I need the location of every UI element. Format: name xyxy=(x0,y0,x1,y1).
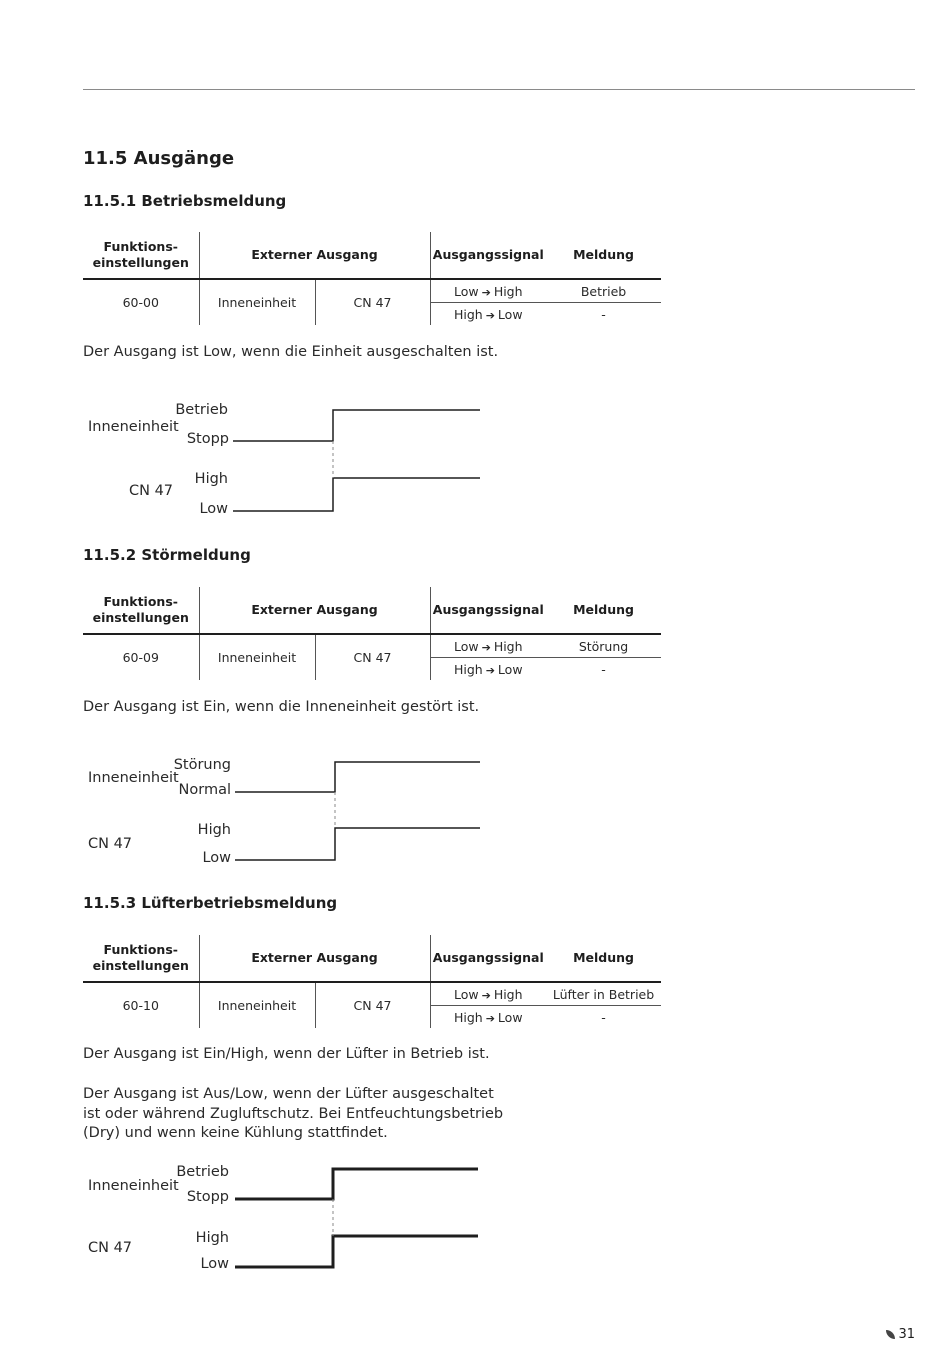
cell-signal-low-high: Low ➔ High xyxy=(430,279,546,303)
timing-diagram-stoermeldung xyxy=(83,752,503,872)
diagram-cn-label: CN 47 xyxy=(129,483,174,499)
cell-signal-high-low: High ➔ Low xyxy=(430,303,546,326)
diagram-unit-high: Betrieb xyxy=(176,1164,229,1180)
arrow-right-icon: ➔ xyxy=(481,988,491,1002)
col-externer-ausgang: Externer Ausgang xyxy=(199,935,430,982)
waveform xyxy=(83,752,503,872)
note-stoermeldung: Der Ausgang ist Ein, wenn die Inneneinheit gestört ist. xyxy=(83,699,480,715)
timing-diagram-luefterbetriebsmeldung xyxy=(83,1160,503,1282)
cell-connector: CN 47 xyxy=(315,634,430,680)
cell-signal-high-low: High ➔ Low xyxy=(430,1006,546,1029)
arrow-right-icon: ➔ xyxy=(485,1011,495,1025)
arrow-right-icon: ➔ xyxy=(481,285,491,299)
subsection-title-luefterbetriebsmeldung: 11.5.3 Lüfterbetriebsmeldung xyxy=(83,894,338,912)
page-number xyxy=(886,1327,915,1342)
cell-meldung: Störung xyxy=(546,634,661,658)
cell-meldung: - xyxy=(601,1009,606,1025)
waveform xyxy=(83,1160,503,1282)
arrow-right-icon: ➔ xyxy=(485,663,495,677)
cell-unit: Inneneinheit xyxy=(199,982,315,1028)
cell-signal-low-high: Low ➔ High xyxy=(430,634,546,658)
col-meldung: Meldung xyxy=(546,935,661,982)
col-ausgangssignal: Ausgangssignal xyxy=(430,935,546,982)
cn-signal-line xyxy=(235,1236,478,1267)
note-luefter-aus: Der Ausgang ist Aus/Low, wenn der Lüfter ausgeschaltet ist oder während Zugluftschutz. Bei Entfeuchtungsbetrieb (Dry) und wenn keine Kühlung stattfindet. xyxy=(83,1086,504,1141)
arrow-right-icon: ➔ xyxy=(485,308,495,322)
diagram-unit-low: Stopp xyxy=(186,431,229,447)
cell-connector: CN 47 xyxy=(315,982,430,1028)
cell-meldung: - xyxy=(601,306,606,322)
diagram-unit-low: Normal xyxy=(178,782,231,798)
cell-unit: Inneneinheit xyxy=(199,634,315,680)
cell-unit: Inneneinheit xyxy=(199,279,315,325)
luefterbetriebsmeldung-table xyxy=(83,935,661,1028)
diagram-cn-label: CN 47 xyxy=(88,836,133,852)
diagram-cn-low: Low xyxy=(200,1256,229,1272)
diagram-cn-low: Low xyxy=(199,501,228,517)
waveform xyxy=(83,398,503,524)
unit-signal-line xyxy=(235,1169,478,1199)
col-funktion: Funktions- einstellungen xyxy=(83,935,199,982)
diagram-cn-label: CN 47 xyxy=(88,1240,133,1256)
unit-signal-line xyxy=(235,762,480,792)
subsection-title-betriebsmeldung: 11.5.1 Betriebsmeldung xyxy=(83,192,287,210)
col-funktion: Funktions- einstellungen xyxy=(83,587,199,634)
diagram-unit-high: Betrieb xyxy=(175,402,228,418)
col-meldung: Meldung xyxy=(546,587,661,634)
leaf-icon xyxy=(886,1330,895,1339)
cell-signal-low-high: Low ➔ High xyxy=(430,982,546,1006)
col-ausgangssignal: Ausgangssignal xyxy=(430,587,546,634)
cell-funktion: 60-00 xyxy=(122,295,159,310)
cell-funktion: 60-10 xyxy=(122,998,159,1013)
cell-signal-high-low: High ➔ Low xyxy=(430,658,546,681)
diagram-unit-label: Inneneinheit xyxy=(88,1178,179,1194)
arrow-right-icon: ➔ xyxy=(481,640,491,654)
col-externer-ausgang: Externer Ausgang xyxy=(199,587,430,634)
cell-connector: CN 47 xyxy=(315,279,430,325)
note-betriebsmeldung: Der Ausgang ist Low, wenn die Einheit ausgeschalten ist. xyxy=(83,344,499,360)
timing-diagram-betriebsmeldung xyxy=(83,398,503,524)
diagram-cn-high: High xyxy=(194,471,228,487)
cell-meldung: Lüfter in Betrieb xyxy=(546,982,661,1006)
diagram-cn-low: Low xyxy=(202,850,231,866)
betriebsmeldung-table xyxy=(83,232,661,325)
cn-signal-line xyxy=(233,478,480,511)
cell-meldung: - xyxy=(601,661,606,677)
col-funktion: Funktions- einstellungen xyxy=(83,232,199,279)
diagram-cn-high: High xyxy=(197,822,231,838)
col-meldung: Meldung xyxy=(546,232,661,279)
header-rule xyxy=(83,89,915,90)
subsection-title-stoermeldung: 11.5.2 Störmeldung xyxy=(83,546,251,564)
diagram-unit-label: Inneneinheit xyxy=(88,419,179,435)
diagram-cn-high: High xyxy=(195,1230,229,1246)
page-number-text: 31 xyxy=(898,1327,915,1342)
diagram-unit-label: Inneneinheit xyxy=(88,770,179,786)
unit-signal-line xyxy=(233,410,480,441)
note-luefter-ein: Der Ausgang ist Ein/High, wenn der Lüfter in Betrieb ist. xyxy=(83,1046,490,1062)
section-title: 11.5 Ausgänge xyxy=(83,148,235,169)
cn-signal-line xyxy=(235,828,480,860)
col-ausgangssignal: Ausgangssignal xyxy=(430,232,546,279)
col-externer-ausgang: Externer Ausgang xyxy=(199,232,430,279)
stoermeldung-table xyxy=(83,587,661,680)
cell-funktion: 60-09 xyxy=(122,650,159,665)
diagram-unit-high: Störung xyxy=(173,757,231,773)
diagram-unit-low: Stopp xyxy=(186,1189,229,1205)
cell-meldung: Betrieb xyxy=(546,279,661,303)
